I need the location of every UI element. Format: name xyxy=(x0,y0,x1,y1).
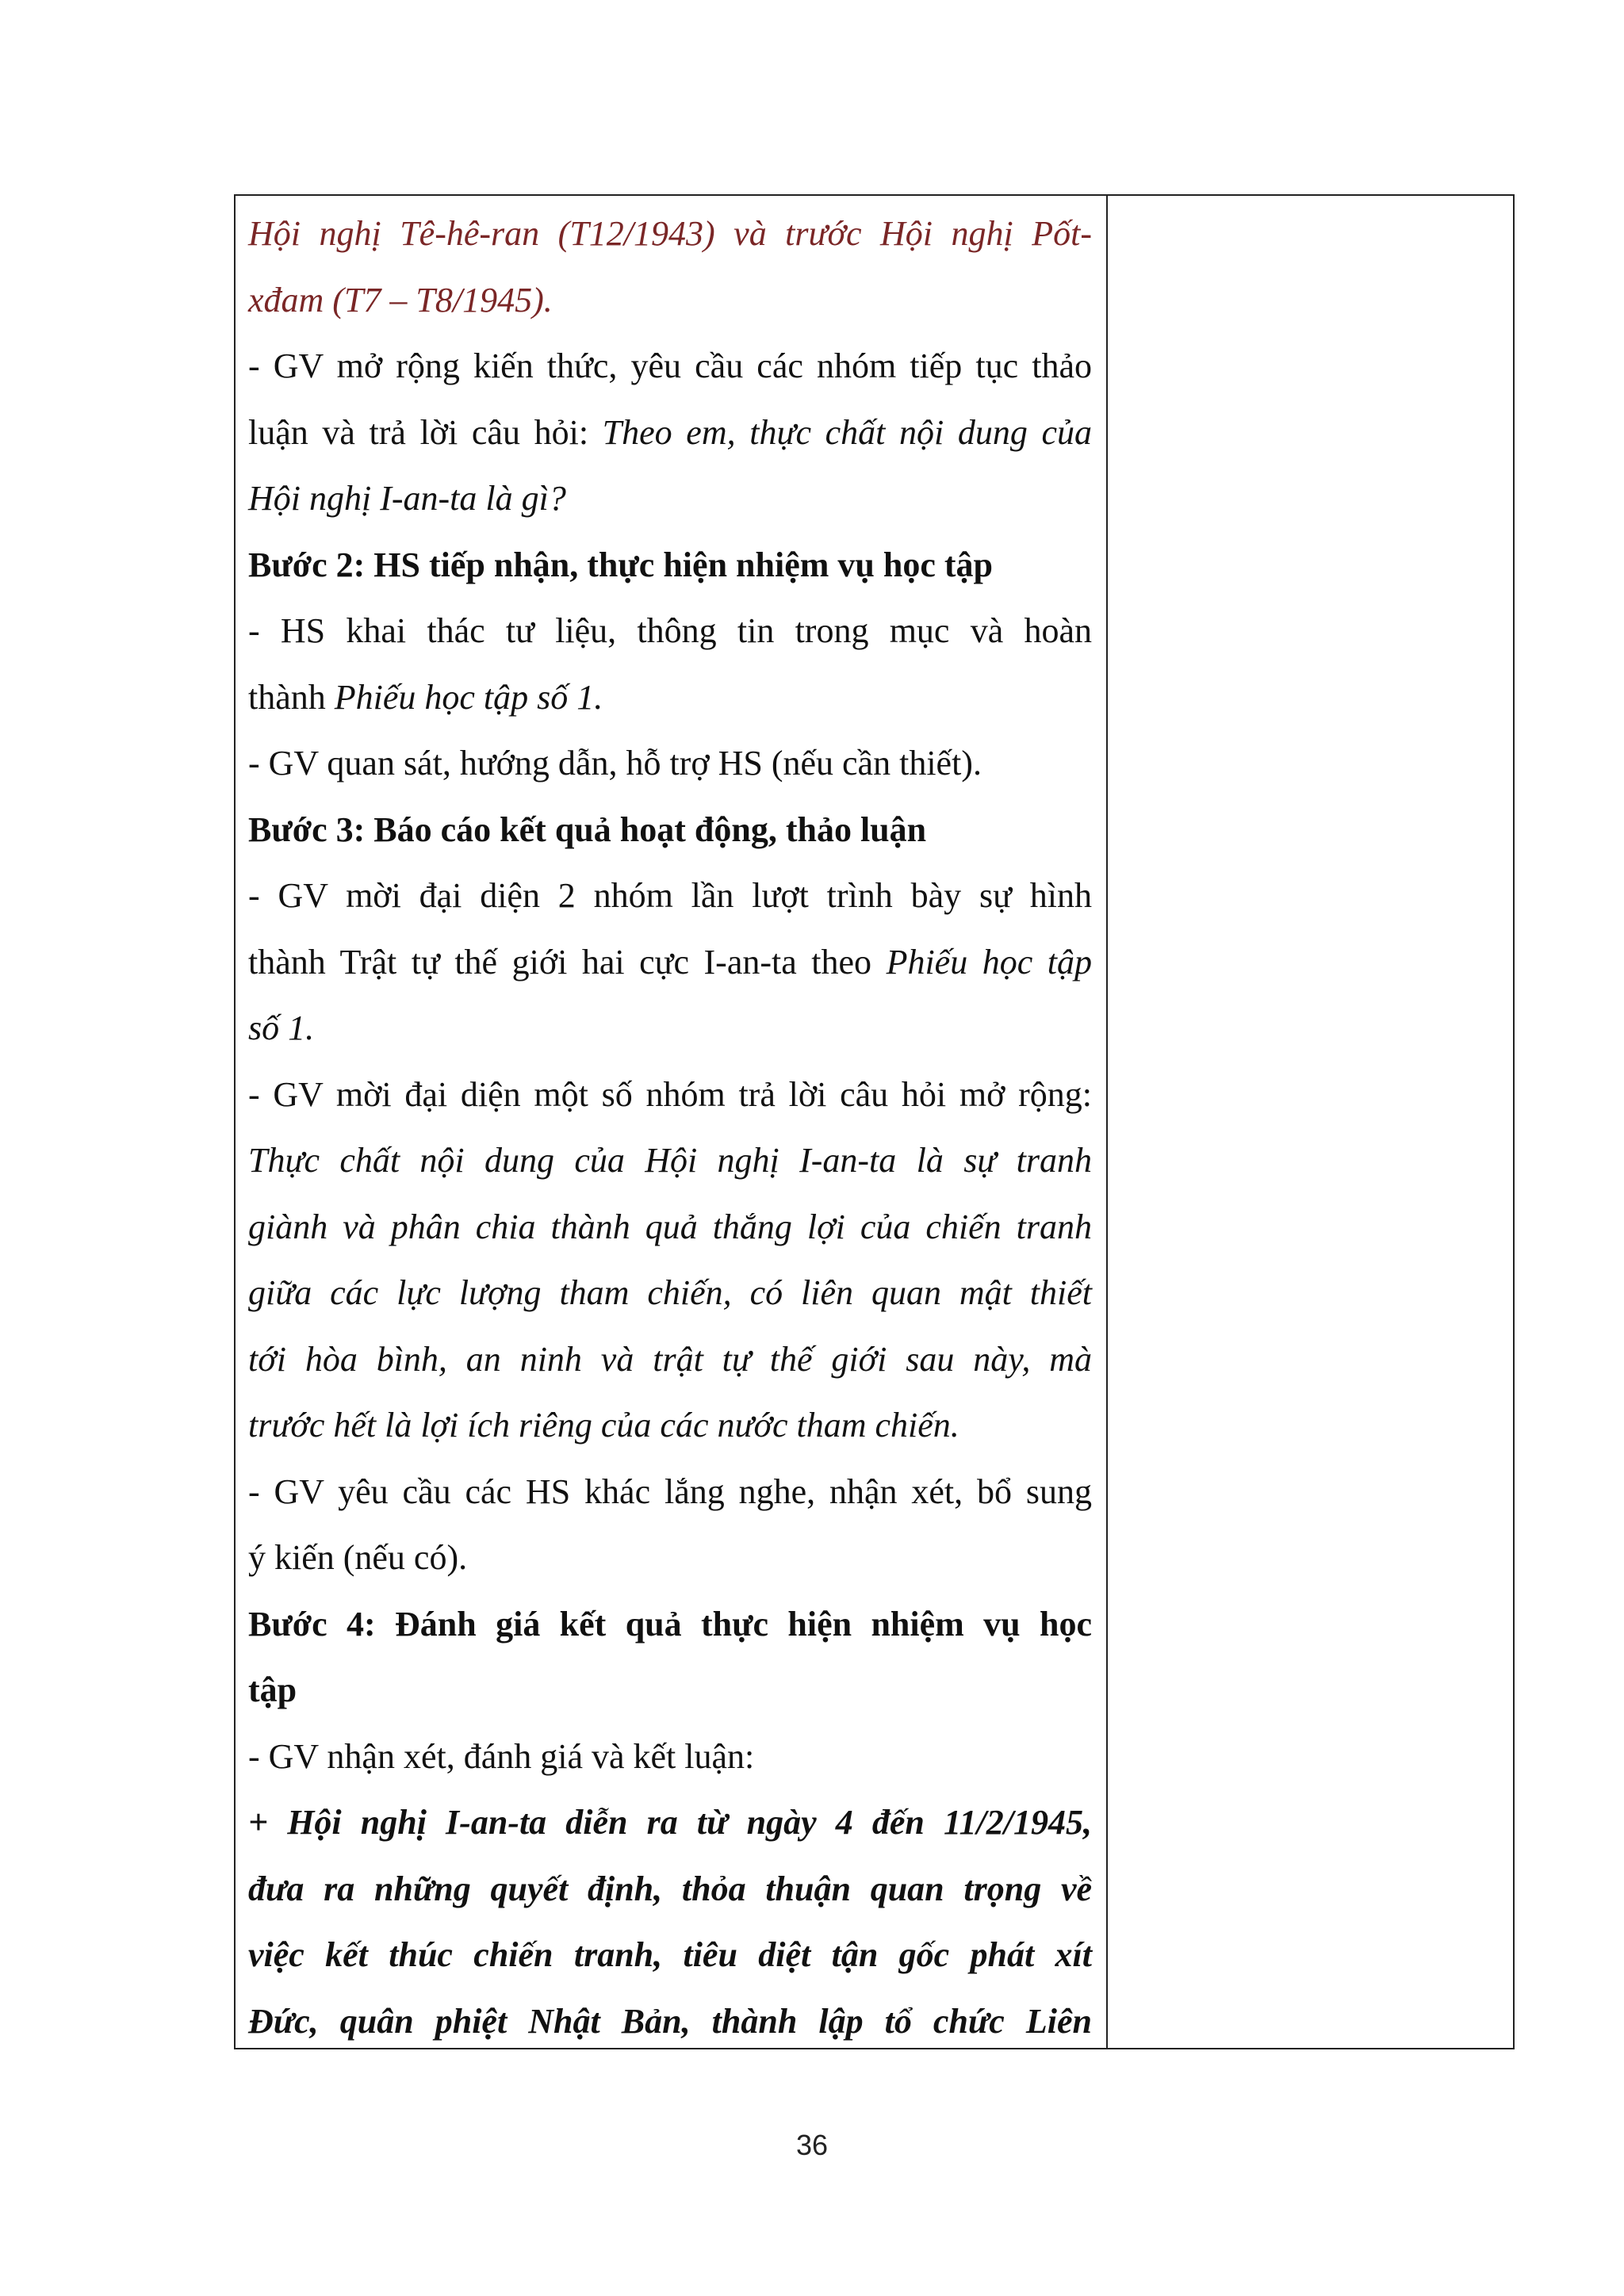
text-line xyxy=(248,598,1092,664)
text-line xyxy=(248,929,1092,996)
step-heading xyxy=(248,1591,1092,1658)
text-span: tới hòa bình, an ninh và trật tự thế giới sau này, mà xyxy=(248,1339,1092,1379)
text-span: - HS khai thác tư liệu, thông tin trong mục và hoàn xyxy=(248,611,1092,650)
step-heading xyxy=(248,797,1092,863)
conclusion-line xyxy=(248,1988,1092,2055)
text-line xyxy=(248,1062,1092,1128)
text-line xyxy=(248,333,1092,400)
product-column xyxy=(1108,196,1513,2048)
text-span: Phiếu học tập xyxy=(886,942,1092,982)
text-span: + Hội nghị I-an-ta diễn ra từ ngày 4 đến 11/2/1945, xyxy=(248,1803,1092,1842)
text-line xyxy=(248,1724,1092,1790)
text-line xyxy=(248,995,1092,1062)
text-span: giành và phân chia thành quả thắng lợi của chiến tranh xyxy=(248,1207,1092,1246)
text-span: Đức, quân phiệt Nhật Bản, thành lập tổ chức Liên xyxy=(248,2001,1092,2041)
conclusion-line xyxy=(248,1789,1092,1856)
text-line xyxy=(248,1260,1092,1326)
text-line xyxy=(248,267,1092,334)
text-span: Bước 4: Đánh giá kết quả thực hiện nhiệm vụ học xyxy=(248,1604,1092,1644)
text-span: đưa ra những quyết định, thỏa thuận quan trọng về xyxy=(248,1869,1092,1908)
text-span: số 1. xyxy=(248,1008,315,1047)
activity-column xyxy=(236,196,1108,2048)
text-span: - GV quan sát, hướng dẫn, hỗ trợ HS (nếu cần thiết). xyxy=(248,744,982,783)
text-line xyxy=(248,730,1092,797)
text-span: thành xyxy=(248,677,335,717)
text-line xyxy=(248,1459,1092,1525)
text-line xyxy=(248,863,1092,929)
text-span: xđam (T7 – T8/1945). xyxy=(248,280,553,320)
text-span: - GV yêu cầu các HS khác lắng nghe, nhận xét, bổ sung xyxy=(248,1471,1092,1511)
page-number: 36 xyxy=(795,2129,829,2161)
step-heading xyxy=(248,532,1092,599)
text-span: giữa các lực lượng tham chiến, có liên quan mật thiết xyxy=(248,1273,1092,1312)
text-span: - GV mời đại diện 2 nhóm lần lượt trình bày sự hình xyxy=(248,876,1092,915)
text-line xyxy=(248,1525,1092,1591)
text-line xyxy=(248,400,1092,466)
text-line xyxy=(248,1392,1092,1459)
text-span: Phiếu học tập số 1. xyxy=(334,677,603,717)
text-line xyxy=(248,201,1092,267)
text-line xyxy=(248,664,1092,731)
text-span: - GV mở rộng kiến thức, yêu cầu các nhóm tiếp tục thảo xyxy=(248,346,1092,385)
text-span: trước hết là lợi ích riêng của các nước tham chiến. xyxy=(248,1406,959,1445)
text-span: - GV mời đại diện một số nhóm trả lời câu hỏi mở rộng: xyxy=(248,1074,1092,1114)
text-line xyxy=(248,1326,1092,1393)
text-span: - GV nhận xét, đánh giá và kết luận: xyxy=(248,1736,755,1776)
text-line xyxy=(248,1194,1092,1261)
conclusion-line xyxy=(248,1856,1092,1923)
text-span: tập xyxy=(248,1670,297,1709)
step-heading xyxy=(248,1657,1092,1724)
text-span: Hội nghị Tê-hê-ran (T12/1943) và trước Hội nghị Pốt- xyxy=(248,214,1092,253)
text-span: Bước 2: HS tiếp nhận, thực hiện nhiệm vụ học tập xyxy=(248,545,993,584)
text-span: Thực chất nội dung của Hội nghị I-an-ta là sự tranh xyxy=(248,1141,1092,1180)
text-span: Hội nghị I-an-ta là gì? xyxy=(248,479,566,518)
text-span: Bước 3: Báo cáo kết quả hoạt động, thảo luận xyxy=(248,809,927,849)
text-line xyxy=(248,1127,1092,1194)
text-span: việc kết thúc chiến tranh, tiêu diệt tận gốc phát xít xyxy=(248,1935,1092,1974)
text-span: thành Trật tự thế giới hai cực I-an-ta theo xyxy=(248,942,887,982)
text-span: Theo em, thực chất nội dung của xyxy=(602,412,1092,452)
conclusion-line xyxy=(248,1922,1092,1988)
text-span: ý kiến (nếu có). xyxy=(248,1538,468,1577)
text-line xyxy=(248,465,1092,532)
content-table xyxy=(234,194,1515,2049)
text-span: luận và trả lời câu hỏi: xyxy=(248,412,603,452)
